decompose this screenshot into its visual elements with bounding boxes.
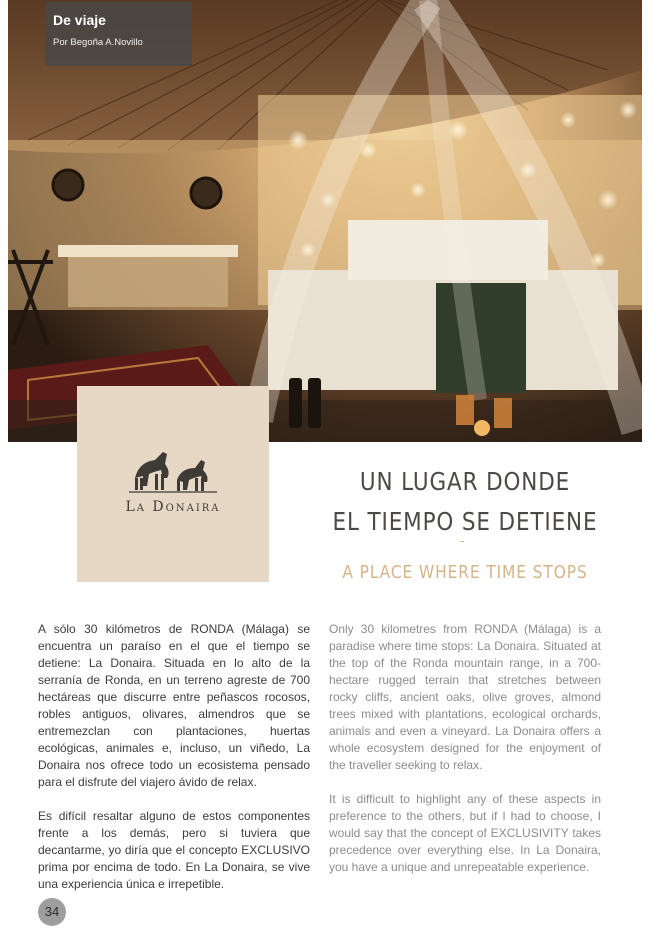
section-author: Por Begoña A.Novillo	[53, 37, 143, 48]
headline-subtitle: A PLACE WHERE TIME STOPS	[342, 562, 588, 583]
body-es-paragraph-2: Es difícil resaltar alguno de estos componentes frente a los demás, pero si tuviera que decantarme, yo diría que el concepto EXCLUSIVO prima por encima de todo. En La Donaira, se vive una experiencia única e irrepetible.	[38, 809, 310, 891]
headline-line-1: UN LUGAR DONDE	[359, 467, 571, 496]
body-column-spanish	[38, 621, 310, 910]
headline	[315, 462, 616, 542]
hero-illustration	[8, 0, 642, 442]
body-en-paragraph-1: Only 30 kilometres from RONDA (Málaga) is a paradise where time stops: La Donaira. Situated at the top of the Ronda mountain range, in a 700-hectare rugged terrain that stretches between rocky cliffs, ancient oaks, olive groves, almond trees mixed with plantations, ecological orchards, animals and even a vineyard. La Donaira offers a whole ecosystem designed for the enjoyment of the traveller seeking to relax.	[329, 622, 601, 772]
two-horses-icon	[77, 386, 269, 582]
body-es-paragraph-1: A sólo 30 kilómetros de RONDA (Málaga) se encuentra un paraíso en el que el tiempo se detiene: La Donaira. Situada en lo alto de la serranía de Ronda, en un terreno agreste de 700 hectáreas que discurre entre peñascos rocosos, robles antiguos, olivares, almendros que se entremezclan con plantaciones, huertas ecológicas, animales e, incluso, un viñedo, La Donaira nos ofrece todo un ecosistema pensado para el disfrute del viajero ávido de relax.	[38, 622, 310, 789]
section-title: De viaje	[53, 12, 106, 28]
body-column-english	[329, 621, 601, 893]
la-donaira-logo	[77, 386, 269, 582]
section-tag	[45, 2, 192, 66]
body-en-paragraph-2: It is difficult to highlight any of these aspects in preference to the others, but if I had to choose, I would say that the concept of EXCLUSIVITY takes precedence over everything else. In La Donaira, you have a unique and unrepeatable experience.	[329, 792, 601, 874]
page-number: 34	[38, 898, 66, 926]
hero-photo-yurt-bedroom	[8, 0, 642, 442]
headline-divider	[460, 541, 464, 542]
headline-line-2: EL TIEMPO SE DETIENE	[332, 507, 598, 536]
logo-brand-text: La Donaira	[125, 499, 221, 515]
